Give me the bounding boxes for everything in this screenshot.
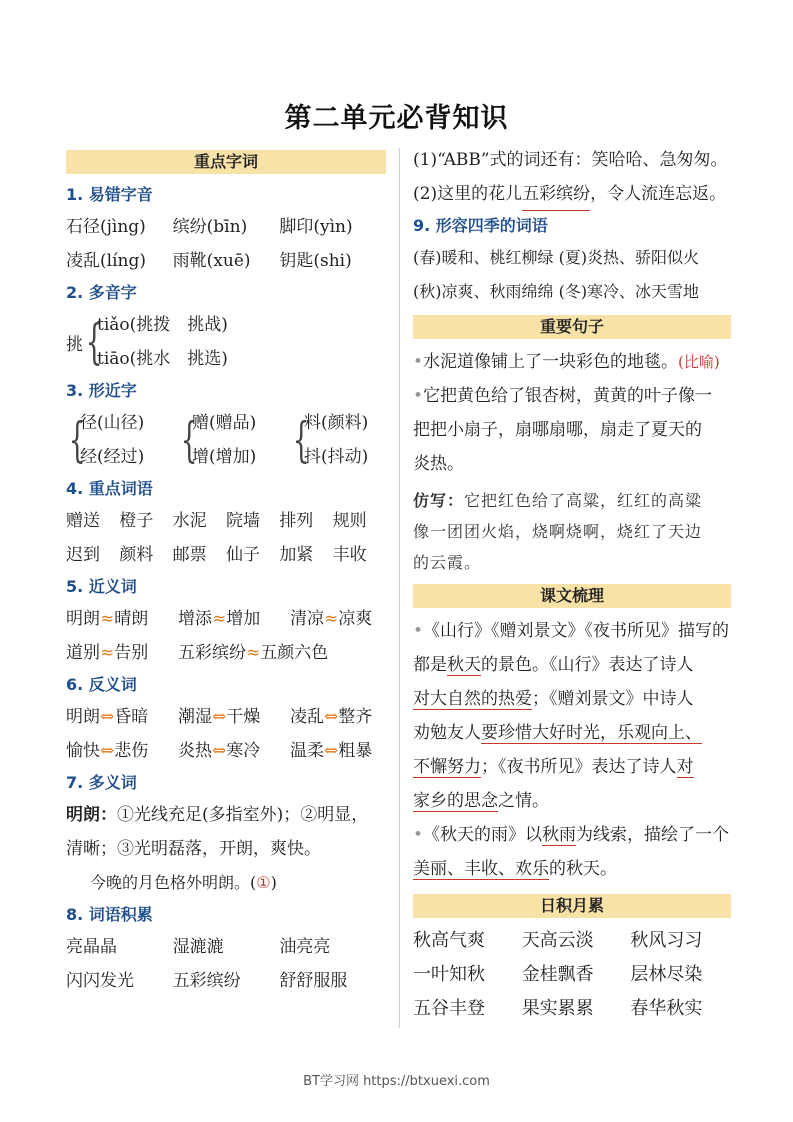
word-item: 丰收 (332, 545, 367, 565)
synonyms-row (66, 602, 386, 636)
synonym-pair: 明朗≈晴朗 (66, 602, 178, 636)
double-arrow-icon: ⇔ (100, 707, 115, 727)
polysemy-def: 清晰；③光明磊落，开朗，爽快。 (66, 839, 321, 859)
example-text: 今晚的月色格外明朗。( (90, 873, 257, 892)
review-text: 之情。 (498, 791, 549, 811)
polysemy-term: 明朗： (66, 805, 117, 825)
polysemy-def-line (66, 832, 386, 866)
bullet-icon: • (413, 386, 424, 406)
synonym-pair: 五彩缤纷≈五颜六色 (178, 636, 328, 670)
section-band-review: 课文梳理 (413, 584, 731, 608)
example-answer: ① (256, 873, 271, 892)
antonym-pair: 愉快⇔悲伤 (66, 734, 178, 768)
approx-icon: ≈ (246, 643, 261, 663)
brace-icon: { (85, 314, 103, 370)
antonyms-row (66, 700, 386, 734)
review-text: 《秋天的雨》以 (423, 825, 543, 845)
abb-text: (1)“ABB”式的词还有：笑哈哈、急匆匆。 (413, 150, 728, 170)
brace-icon: { (292, 412, 310, 468)
polysemy-def-line (66, 798, 386, 832)
example-text: ) (270, 873, 277, 892)
sentence-text: 把把小扇子，扇哪扇哪，扇走了夏天的 (413, 420, 702, 440)
word-item: 钥匙(shi) (279, 251, 352, 271)
double-arrow-icon: ⇔ (324, 707, 339, 727)
synonym-pair: 清凉≈凉爽 (290, 602, 372, 636)
idioms-row (413, 992, 731, 1026)
imitation-text: 像一团团火焰，烧啊烧啊，烧红了天边 (413, 522, 703, 541)
antonyms-row (66, 734, 386, 768)
bullet-icon: • (413, 825, 424, 845)
pronunciation-row (66, 210, 386, 244)
word-item: 亮晶晶 (66, 937, 117, 957)
similar-chars-row (66, 406, 386, 474)
word-item: 湿漉漉 (172, 937, 224, 957)
underlined-text: 对大自然的热爱 (413, 689, 532, 709)
review-text: 劝勉友人 (413, 723, 481, 743)
word-item: 雨靴(xuē) (172, 251, 251, 271)
idioms-row (413, 958, 731, 992)
similar-char: 赠(赠品) (192, 413, 257, 433)
double-arrow-icon: ⇔ (100, 741, 115, 761)
brace-icon: { (180, 412, 198, 468)
approx-icon: ≈ (324, 609, 339, 629)
review-text: 都是 (413, 655, 447, 675)
double-arrow-icon: ⇔ (212, 741, 227, 761)
review-text: 《山行》《赠刘景文》《夜书所见》描写的 (423, 621, 730, 641)
approx-icon: ≈ (100, 609, 115, 629)
similar-char: 增(增加) (192, 447, 257, 467)
idioms-row (413, 924, 731, 958)
heading-similar-chars: 3. 形近字 (66, 381, 137, 400)
accumulation-row (66, 964, 386, 998)
word-item: 五彩缤纷 (172, 971, 241, 991)
seasons-text: (春)暖和、桃红柳绿 (夏)炎热、骄阳似火 (413, 248, 700, 267)
idiom-item: 五谷丰登 (413, 998, 485, 1019)
section-band-sentences: 重要句子 (413, 315, 731, 339)
approx-icon: ≈ (212, 609, 227, 629)
idiom-item: 秋高气爽 (413, 930, 485, 951)
similar-char: 径(山径) (80, 413, 145, 433)
underlined-text: 要珍惜大好时光，乐观向上、 (481, 723, 702, 743)
review-text: 的秋天。 (549, 859, 617, 879)
word-item: 邮票 (172, 545, 207, 565)
word-item: 迟到 (66, 545, 100, 565)
similar-char: 料(颜料) (304, 413, 369, 433)
double-arrow-icon: ⇔ (212, 707, 227, 727)
heading-synonyms: 5. 近义词 (66, 577, 137, 596)
underlined-text: 秋天 (447, 655, 481, 675)
word-item: 油亮亮 (279, 937, 331, 957)
antonym-pair: 潮湿⇔干燥 (178, 700, 290, 734)
heading-antonyms: 6. 反义词 (66, 675, 137, 694)
seasons-line (413, 241, 731, 275)
underlined-text: 不懈努力 (413, 757, 481, 777)
idiom-item: 天高云淡 (521, 930, 594, 951)
sentence-text: 它把黄色给了银杏树，黄黄的叶子像一 (423, 386, 713, 406)
polysemy-def: ①光线充足(多指室外)；②明显， (117, 805, 369, 825)
review-text: ；《夜书所见》表达了诗人 (481, 757, 677, 777)
abb-line (413, 177, 731, 211)
seasons-line (413, 275, 731, 309)
review-text: 的景色。《山行》表达了诗人 (481, 655, 694, 675)
underlined-text: 家乡的思念 (413, 791, 498, 811)
imitation-writing (413, 485, 731, 578)
word-item: 脚印(yìn) (279, 217, 353, 237)
sentence-text: 炎热。 (413, 454, 464, 474)
imitation-text: 的云霞。 (413, 553, 482, 572)
review-paragraph (413, 614, 731, 818)
word-item: 凌乱(líng) (66, 251, 146, 271)
word-item: 仙子 (225, 545, 260, 565)
sentence-item (413, 379, 731, 481)
idiom-item: 一叶知秋 (413, 964, 485, 985)
review-paragraph (413, 818, 731, 886)
pronunciation-row (66, 244, 386, 278)
word-item: 舒舒服服 (279, 971, 348, 991)
footer-watermark[interactable]: BT学习网 https://btxuexi.com (303, 1074, 490, 1089)
review-text: 为线索，描绘了一个 (576, 825, 730, 845)
word-item: 加紧 (279, 545, 314, 565)
antonym-pair: 温柔⇔粗暴 (290, 734, 372, 768)
synonym-pair: 增添≈增加 (178, 602, 290, 636)
heading-key-words: 4. 重点词语 (66, 479, 153, 498)
word-item: 橙子 (119, 511, 154, 531)
polyphone-line: tiǎo(挑拨 挑战) (97, 315, 228, 335)
sentence-text: 水泥道像铺上了一块彩色的地毯。 (423, 352, 679, 372)
left-column (66, 150, 386, 998)
antonym-pair: 明朗⇔昏暗 (66, 700, 178, 734)
double-arrow-icon: ⇔ (324, 741, 339, 761)
heading-seasons: 9. 形容四季的词语 (413, 216, 548, 235)
underlined-text: 五彩缤纷 (522, 177, 590, 211)
word-item: 缤纷(bīn) (172, 217, 248, 237)
idiom-item: 秋风习习 (630, 930, 703, 951)
page-title: 第二单元必背知识 (284, 103, 509, 134)
rhetoric-tag: (比喻) (678, 353, 720, 371)
antonym-pair: 凌乱⇔整齐 (290, 700, 372, 734)
brace-icon: { (68, 412, 86, 468)
abb-line (413, 143, 731, 177)
approx-icon: ≈ (100, 643, 115, 663)
heading-polyphone: 2. 多音字 (66, 283, 137, 302)
synonyms-row (66, 636, 386, 670)
abb-text: (2)这里的花儿 (413, 184, 523, 204)
similar-char: 经(经过) (80, 447, 145, 467)
section-band-key-words: 重点字词 (66, 150, 386, 174)
heading-pronunciation: 1. 易错字音 (66, 185, 153, 204)
underlined-text: 对 (676, 757, 694, 777)
word-item: 院墙 (225, 511, 260, 531)
accumulation-row (66, 930, 386, 964)
abb-text: ，令人流连忘返。 (590, 184, 727, 204)
word-item: 赠送 (66, 511, 100, 531)
antonym-pair: 炎热⇔寒冷 (178, 734, 290, 768)
bullet-icon: • (413, 621, 424, 641)
idiom-item: 金桂飘香 (521, 964, 594, 985)
section-band-idioms: 日积月累 (413, 894, 731, 918)
key-words-row (66, 504, 386, 538)
polysemy-example (66, 866, 386, 900)
key-words-row (66, 538, 386, 572)
imitation-label: 仿写： (413, 491, 465, 510)
underlined-text: 秋雨 (542, 825, 577, 845)
polyphone-line: tiāo(挑水 挑选) (97, 349, 228, 369)
word-item: 颜料 (119, 545, 154, 565)
right-column (413, 143, 731, 1026)
word-item: 闪闪发光 (66, 971, 134, 991)
synonym-pair: 道别≈告别 (66, 636, 178, 670)
seasons-text: (秋)凉爽、秋雨绵绵 (冬)寒冷、冰天雪地 (413, 282, 700, 301)
word-item: 石径(jìng) (66, 217, 146, 237)
polyphone-group (66, 308, 386, 376)
word-item: 水泥 (172, 511, 207, 531)
bullet-icon: • (413, 352, 424, 372)
heading-accumulation: 8. 词语积累 (66, 905, 153, 924)
polyphone-char: 挑 (66, 334, 83, 355)
underlined-text: 美丽、丰收、欢乐 (413, 859, 549, 879)
idiom-item: 果实累累 (521, 998, 594, 1019)
idiom-item: 层林尽染 (630, 964, 703, 985)
review-text: ；《赠刘景文》中诗人 (532, 689, 694, 709)
idiom-item: 春华秋实 (630, 998, 703, 1019)
word-item: 规则 (332, 511, 367, 531)
word-item: 排列 (279, 511, 314, 531)
imitation-text: 它把红色给了高粱，红红的高粱 (464, 491, 703, 510)
column-divider (399, 148, 400, 1028)
sentence-item (413, 345, 731, 379)
heading-polysemy: 7. 多义词 (66, 773, 137, 792)
similar-char: 抖(抖动) (304, 447, 369, 467)
